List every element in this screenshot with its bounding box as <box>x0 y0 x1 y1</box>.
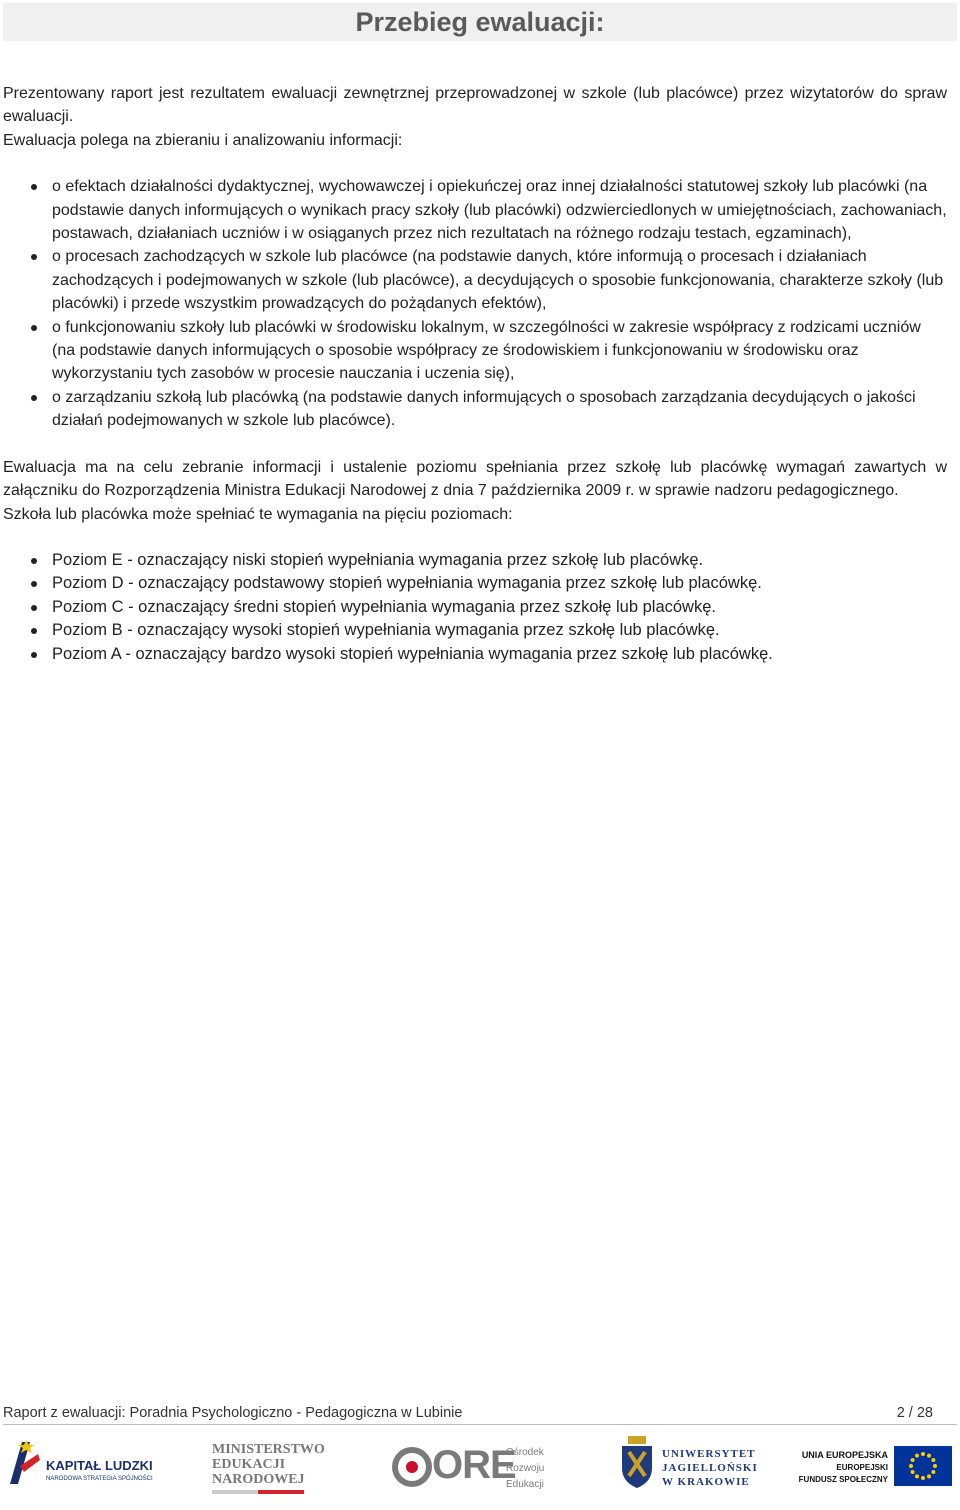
information-list <box>3 175 947 432</box>
levels-list <box>3 549 947 666</box>
ore-mark-text: ORE <box>432 1443 516 1487</box>
uj-line2: JAGIELLOŃSKI <box>662 1462 758 1474</box>
eu-line2: EUROPEJSKI <box>836 1463 888 1472</box>
list-item: Poziom C - oznaczający średni stopień wypełniania wymagania przez szkołę lub placówkę. <box>3 596 947 619</box>
page-title-bar <box>3 3 957 41</box>
list-item: Poziom A - oznaczający bardzo wysoki stopień wypełniania wymagania przez szkołę lub placówkę. <box>3 643 947 666</box>
ore-line1: Ośrodek <box>506 1447 544 1458</box>
men-flag-stripe-icon <box>212 1490 304 1494</box>
eu-line1: UNIA EUROPEJSKA <box>801 1450 888 1460</box>
uj-line3: W KRAKOWIE <box>662 1476 750 1488</box>
intro-lead: Ewaluacja polega na zbieraniu i analizowaniu informacji: <box>3 131 403 149</box>
document-body <box>3 82 947 666</box>
men-logo <box>212 1436 332 1500</box>
list-item: Poziom D - oznaczający podstawowy stopień wypełniania wymagania przez szkołę lub placówkę. <box>3 572 947 595</box>
page-title: Przebieg ewaluacji: <box>355 7 605 37</box>
uj-logo <box>620 1436 760 1500</box>
eu-logo <box>796 1436 956 1500</box>
footer-report-title: Raport z ewaluacji: Poradnia Psychologiczno - Pedagogiczna w Lubinie <box>3 1405 463 1421</box>
list-item: Poziom B - oznaczający wysoki stopień wypełniania wymagania przez szkołę lub placówkę. <box>3 619 947 642</box>
list-item: o efektach działalności dydaktycznej, wychowawczej i opiekuńczej oraz innej działalności statutowej szkoły lub placówki (na podstawie danych informujących o wynikach pracy szkoły (lub placówki) odzwierciedlonych w umiejętnościach, zachowaniach, postawach, działaniach uczniów i w osiąganych przez nich rezultatach na różnego rodzaju testach, egzaminach), <box>3 175 947 245</box>
sponsor-logos <box>0 1428 960 1510</box>
men-line1: MINISTERSTWO <box>212 1442 325 1457</box>
kapital-ludzki-logo <box>6 1436 166 1500</box>
ore-line2: Rozwoju <box>506 1463 545 1474</box>
intro-paragraph: Prezentowany raport jest rezultatem ewaluacji zewnętrznej przeprowadzonej w szkole (lub placówce) przez wizytatorów do spraw ewaluacji. <box>3 85 947 126</box>
list-item: o zarządzaniu szkołą lub placówką (na podstawie danych informujących o sposobach zarządzania decydujących o jakości działań podejmowanych w szkole lub placówce). <box>3 386 947 433</box>
kapital-ludzki-sub: NARODOWA STRATEGIA SPÓJNOŚCI <box>46 1476 153 1482</box>
uj-line1: UNIWERSYTET <box>662 1448 756 1460</box>
kapital-ludzki-mark-icon <box>6 1436 42 1488</box>
eu-flag-icon <box>894 1446 952 1486</box>
list-item: o procesach zachodzących w szkole lub placówce (na podstawie danych, które informują o procesach i działaniach zachodzących i podejmowanych w szkole (lub placówce), a decydujących o sposobie funkcjonowania, charakterze szkoły (lub placówki) i przede wszystkim prowadzących do pożądanych efektów), <box>3 245 947 315</box>
ore-line3: Edukacji <box>506 1479 544 1490</box>
page-footer <box>3 1402 957 1425</box>
men-line2: EDUKACJI <box>212 1457 286 1472</box>
men-line3: NARODOWEJ <box>212 1472 305 1487</box>
purpose-paragraph: Ewaluacja ma na celu zebranie informacji i ustalenie poziomu spełniania przez szkołę lub placówkę wymagań zawartych w załączniku do Rozporządzenia Ministra Edukacji Narodowej z dnia 7 października 2009 r. w sprawie nadzoru pedagogicznego. <box>3 458 947 500</box>
list-item: Poziom E - oznaczający niski stopień wypełniania wymagania przez szkołę lub placówkę. <box>3 549 947 572</box>
ore-mark-icon <box>392 1444 432 1490</box>
ore-logo <box>392 1436 562 1500</box>
uj-crest-icon <box>620 1436 654 1488</box>
footer-page-number: 2 / 28 <box>896 1405 933 1421</box>
eu-line3: FUNDUSZ SPOŁECZNY <box>798 1475 888 1484</box>
levels-lead: Szkoła lub placówka może spełniać te wymagania na pięciu poziomach: <box>3 505 513 523</box>
list-item: o funkcjonowaniu szkoły lub placówki w środowisku lokalnym, w szczególności w zakresie współpracy z rodzicami uczniów (na podstawie danych informujących o sposobie współpracy ze środowiskiem i funkcjonowaniu w środowisku oraz wykorzystaniu tych zasobów w procesie nauczania i uczenia się), <box>3 316 947 386</box>
kapital-ludzki-name: KAPITAŁ LUDZKI <box>46 1458 153 1473</box>
